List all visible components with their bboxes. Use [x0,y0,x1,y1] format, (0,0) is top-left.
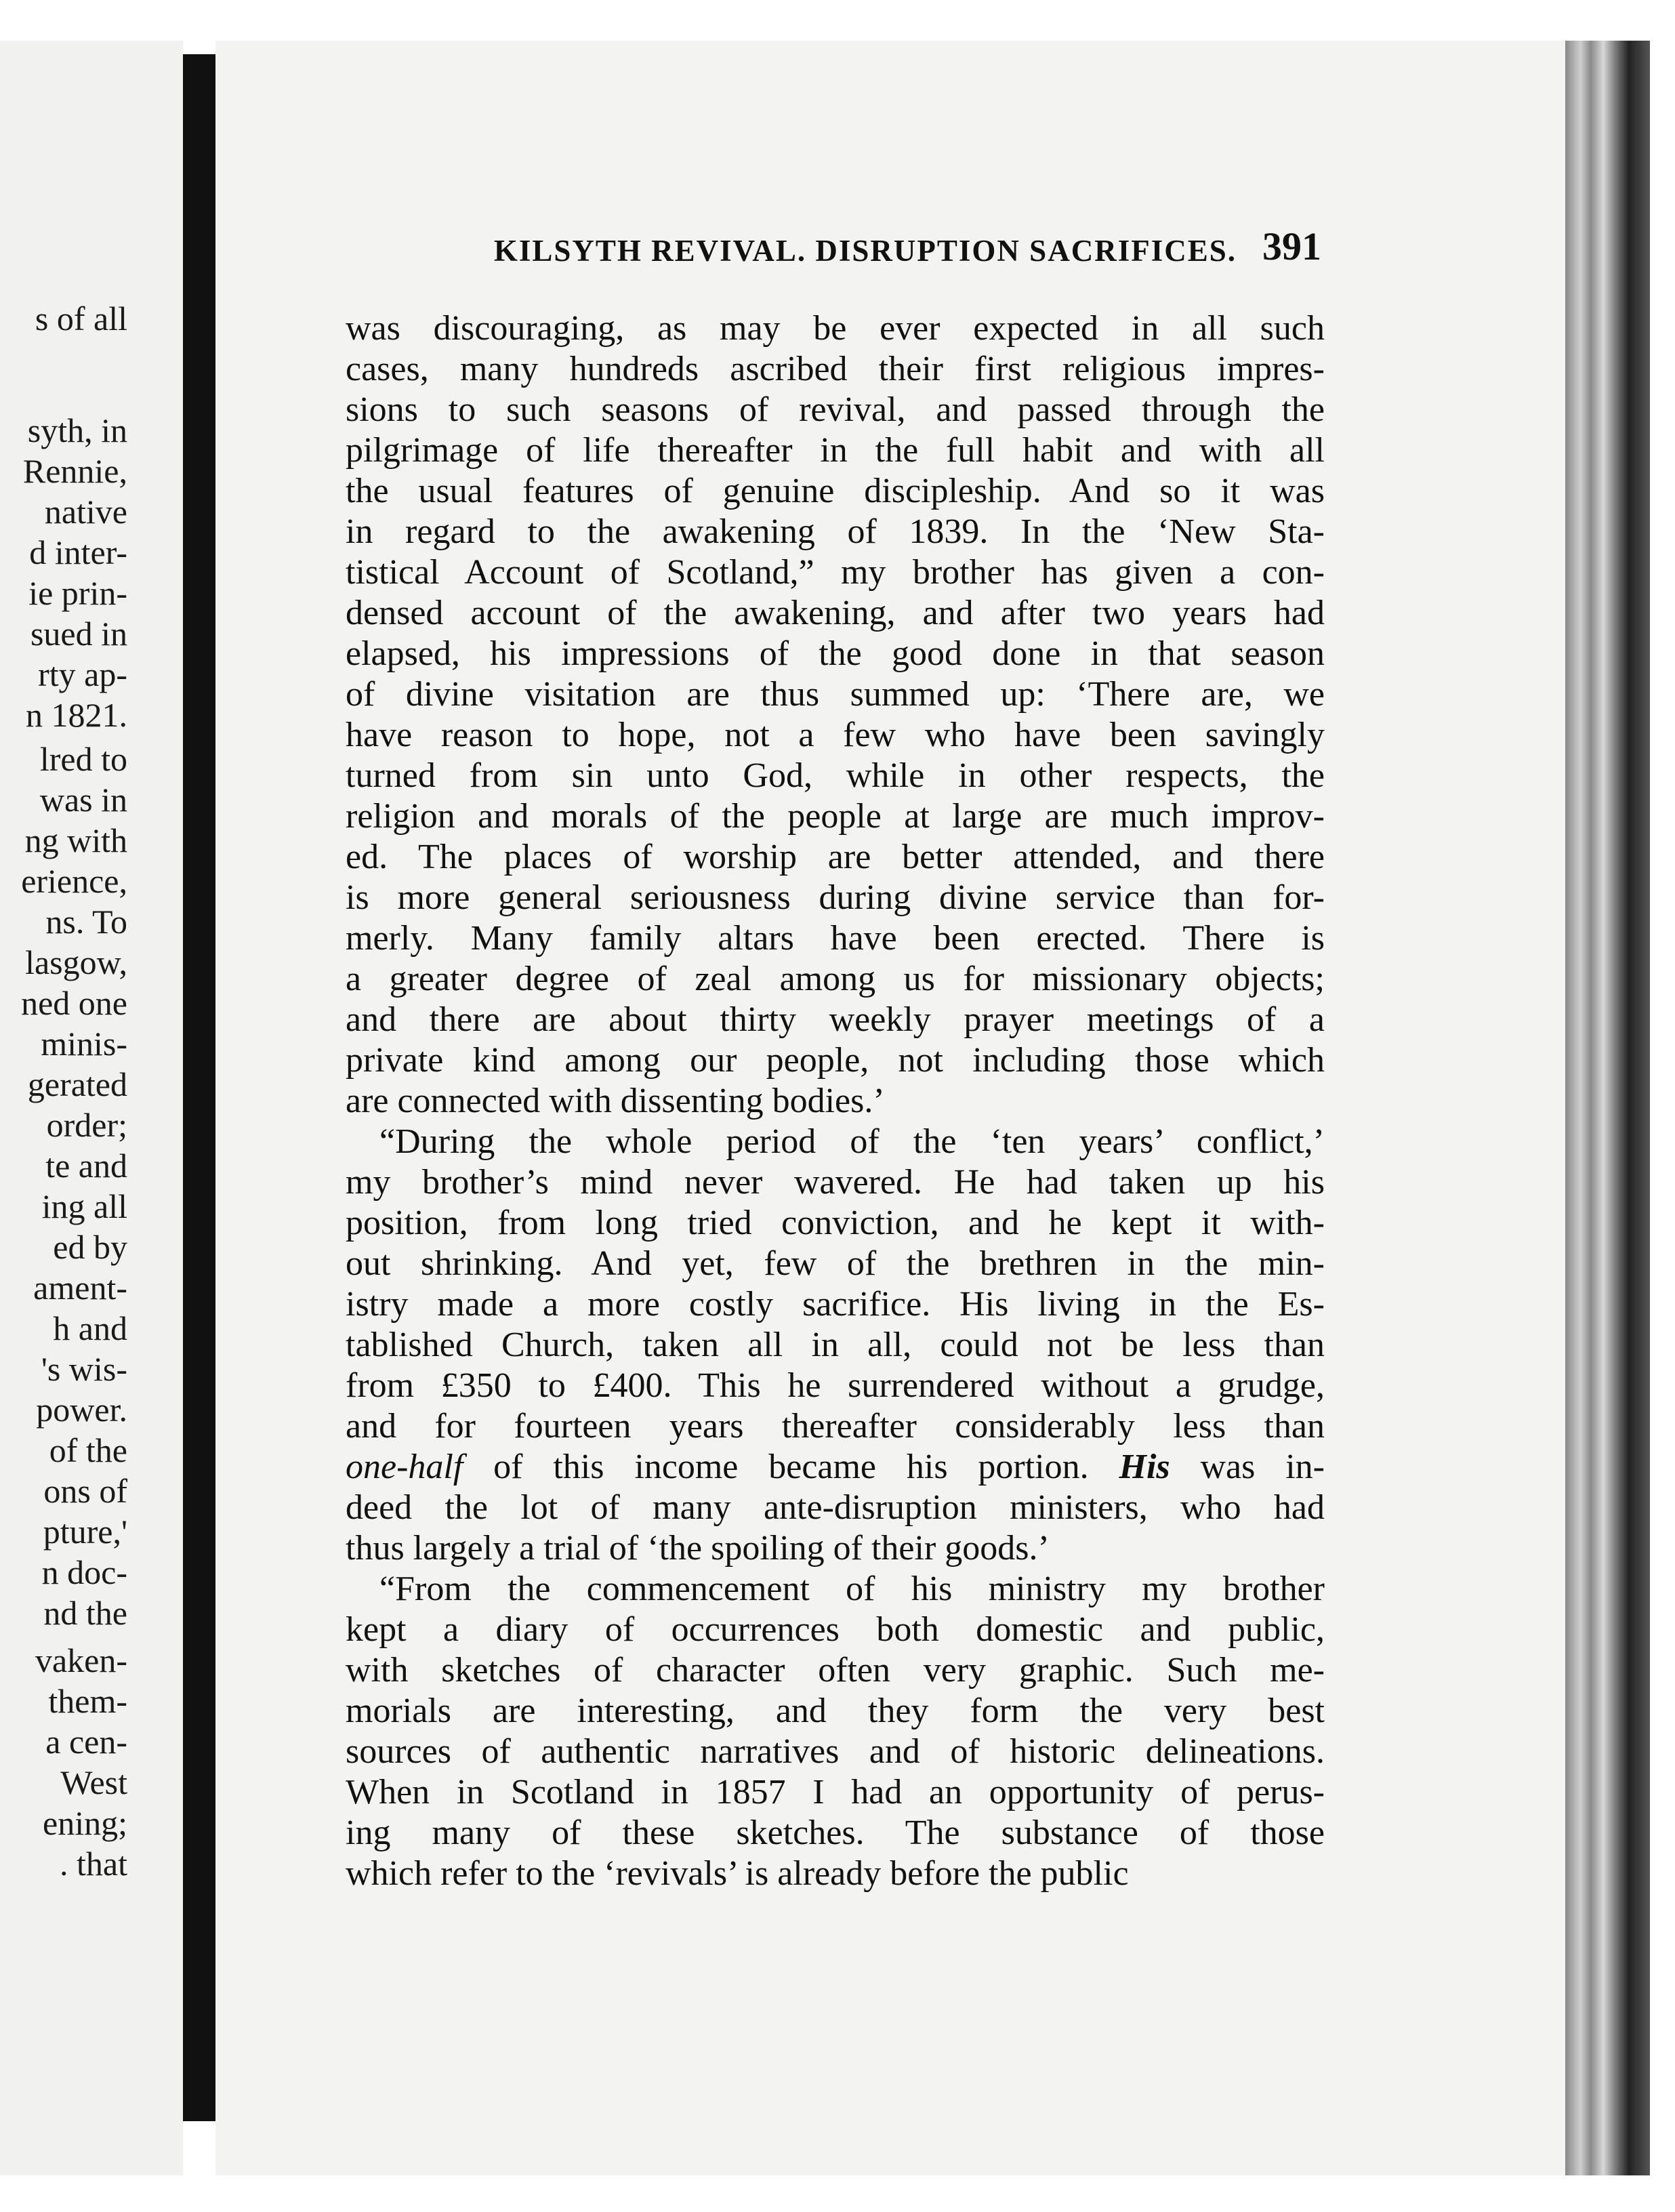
left-page-fragment: ening; [43,1804,127,1842]
text-line: densed account of the awakening, and after two years had [346,594,1325,632]
text-line: “During the whole period of the ‘ten years’ conflict,’ [379,1122,1325,1161]
page-header [440,224,1321,274]
left-page-fragment: rty ap- [38,655,127,693]
text-line: tablished Church, taken all in all, could not be less than [346,1326,1325,1364]
left-page-fragment: erience, [21,862,127,900]
text-line: istry made a more costly sacrifice. His living in the Es- [346,1285,1325,1324]
text-line: which refer to the ‘revivals’ is already before the public [346,1854,1129,1893]
left-page-fragment: lasgow, [25,943,127,981]
left-page-fragment: ons of [43,1472,127,1510]
text-line: from £350 to £400. This he surrendered without a grudge, [346,1366,1325,1405]
text-line: “From the commencement of his ministry my brother [379,1570,1325,1608]
left-page-fragment: te and [45,1147,127,1185]
text-line: a greater degree of zeal among us for missionary objects; [346,960,1325,998]
text-line: out shrinking. And yet, few of the brethren in the min- [346,1244,1325,1283]
text-line: ing many of these sketches. The substance of those [346,1814,1325,1852]
left-page-fragment: West [60,1763,127,1801]
left-page-fragment: native [44,493,127,531]
left-page-fragment: order; [46,1106,127,1144]
page-number: 391 [1262,224,1321,268]
text-line: private kind among our people, not including those which [346,1041,1325,1080]
text-line: is more general seriousness during divine service than for- [346,878,1325,917]
text-line: sources of authentic narratives and of historic delineations. [346,1732,1325,1771]
left-page-fragment: lred to [39,740,127,778]
text-line: turned from sin unto God, while in other respects, the [346,756,1325,795]
page-edges [1565,41,1650,2175]
running-title: KILSYTH REVIVAL. DISRUPTION SACRIFICES. [493,234,1237,268]
left-page-fragment: d inter- [29,533,127,571]
text-line: pilgrimage of life thereafter in the full habit and with all [346,431,1325,470]
left-page-fragment: minis- [41,1025,127,1063]
text-line: cases, many hundreds ascribed their first religious impres- [346,350,1325,388]
text-line: kept a diary of occurrences both domestic and public, [346,1610,1325,1649]
left-page-fragment: n 1821. [26,696,127,734]
text-line: are connected with dissenting bodies.’ [346,1082,885,1120]
text-line: and for fourteen years thereafter considerably less than [346,1407,1325,1446]
left-page-fragment: n doc- [41,1553,127,1591]
left-page-fragment: of the [49,1431,127,1469]
left-page-fragment: 's wis- [41,1350,127,1388]
text-line: sions to such seasons of revival, and passed through the [346,390,1325,429]
left-page-fragment: ament- [33,1269,127,1307]
text-line: and there are about thirty weekly prayer meetings of a [346,1000,1325,1039]
text-line: the usual features of genuine discipleship. And so it was [346,472,1325,510]
left-page-fragment: ng with [24,821,127,859]
left-page-fragment: Rennie, [22,452,127,490]
text-line: thus largely a trial of ‘the spoiling of their goods.’ [346,1529,1050,1568]
left-page-fragment: ed by [53,1228,127,1266]
text-line: deed the lot of many ante-disruption ministers, who had [346,1488,1325,1527]
text-line: was discouraging, as may be ever expected in all such [346,309,1325,348]
left-page-fragment: . that [60,1845,127,1883]
left-page-fragment: gerated [27,1065,127,1103]
left-page-fragment: ie prin- [28,574,127,612]
text-line: ed. The places of worship are better attended, and there [346,838,1325,876]
left-page-fragment: nd the [43,1594,127,1632]
text-line: morials are interesting, and they form the very best [346,1692,1325,1730]
text-line: tistical Account of Scotland,” my brother has given a con- [346,553,1325,592]
left-page-fragment: a cen- [45,1723,127,1761]
left-page-fragment: them- [48,1682,127,1720]
text-line: one-half of this income became his portion. His was in- [346,1448,1325,1486]
left-page-fragment: ing all [41,1187,127,1225]
left-page-fragment: was in [39,781,127,819]
text-line: of divine visitation are thus summed up: ‘There are, we [346,675,1325,714]
text-line: When in Scotland in 1857 I had an opportunity of perus- [346,1773,1325,1811]
book-gutter [183,54,215,2121]
left-page-fragment: power. [36,1391,127,1429]
left-page [0,41,183,2175]
text-line: my brother’s mind never wavered. He had taken up his [346,1163,1325,1202]
left-page-fragment: pture,' [43,1513,127,1551]
left-page-fragment: ned one [21,984,127,1022]
text-line: merly. Many family altars have been erected. There is [346,919,1325,958]
left-page-fragment: h and [53,1309,127,1347]
text-line: with sketches of character often very graphic. Such me- [346,1651,1325,1689]
left-page-fragment: ns. To [45,903,127,941]
left-page-fragment: sued in [30,615,127,653]
body-text [346,308,1325,1894]
left-page-fragment: syth, in [27,411,127,449]
left-page-fragment: vaken- [35,1641,127,1679]
text-line: religion and morals of the people at large are much improv- [346,797,1325,836]
text-line: in regard to the awakening of 1839. In the ‘New Sta- [346,512,1325,551]
text-line: have reason to hope, not a few who have been savingly [346,716,1325,754]
text-line: elapsed, his impressions of the good done in that season [346,634,1325,673]
left-page-fragment: s of all [35,300,127,337]
text-line: position, from long tried conviction, and he kept it with- [346,1204,1325,1242]
